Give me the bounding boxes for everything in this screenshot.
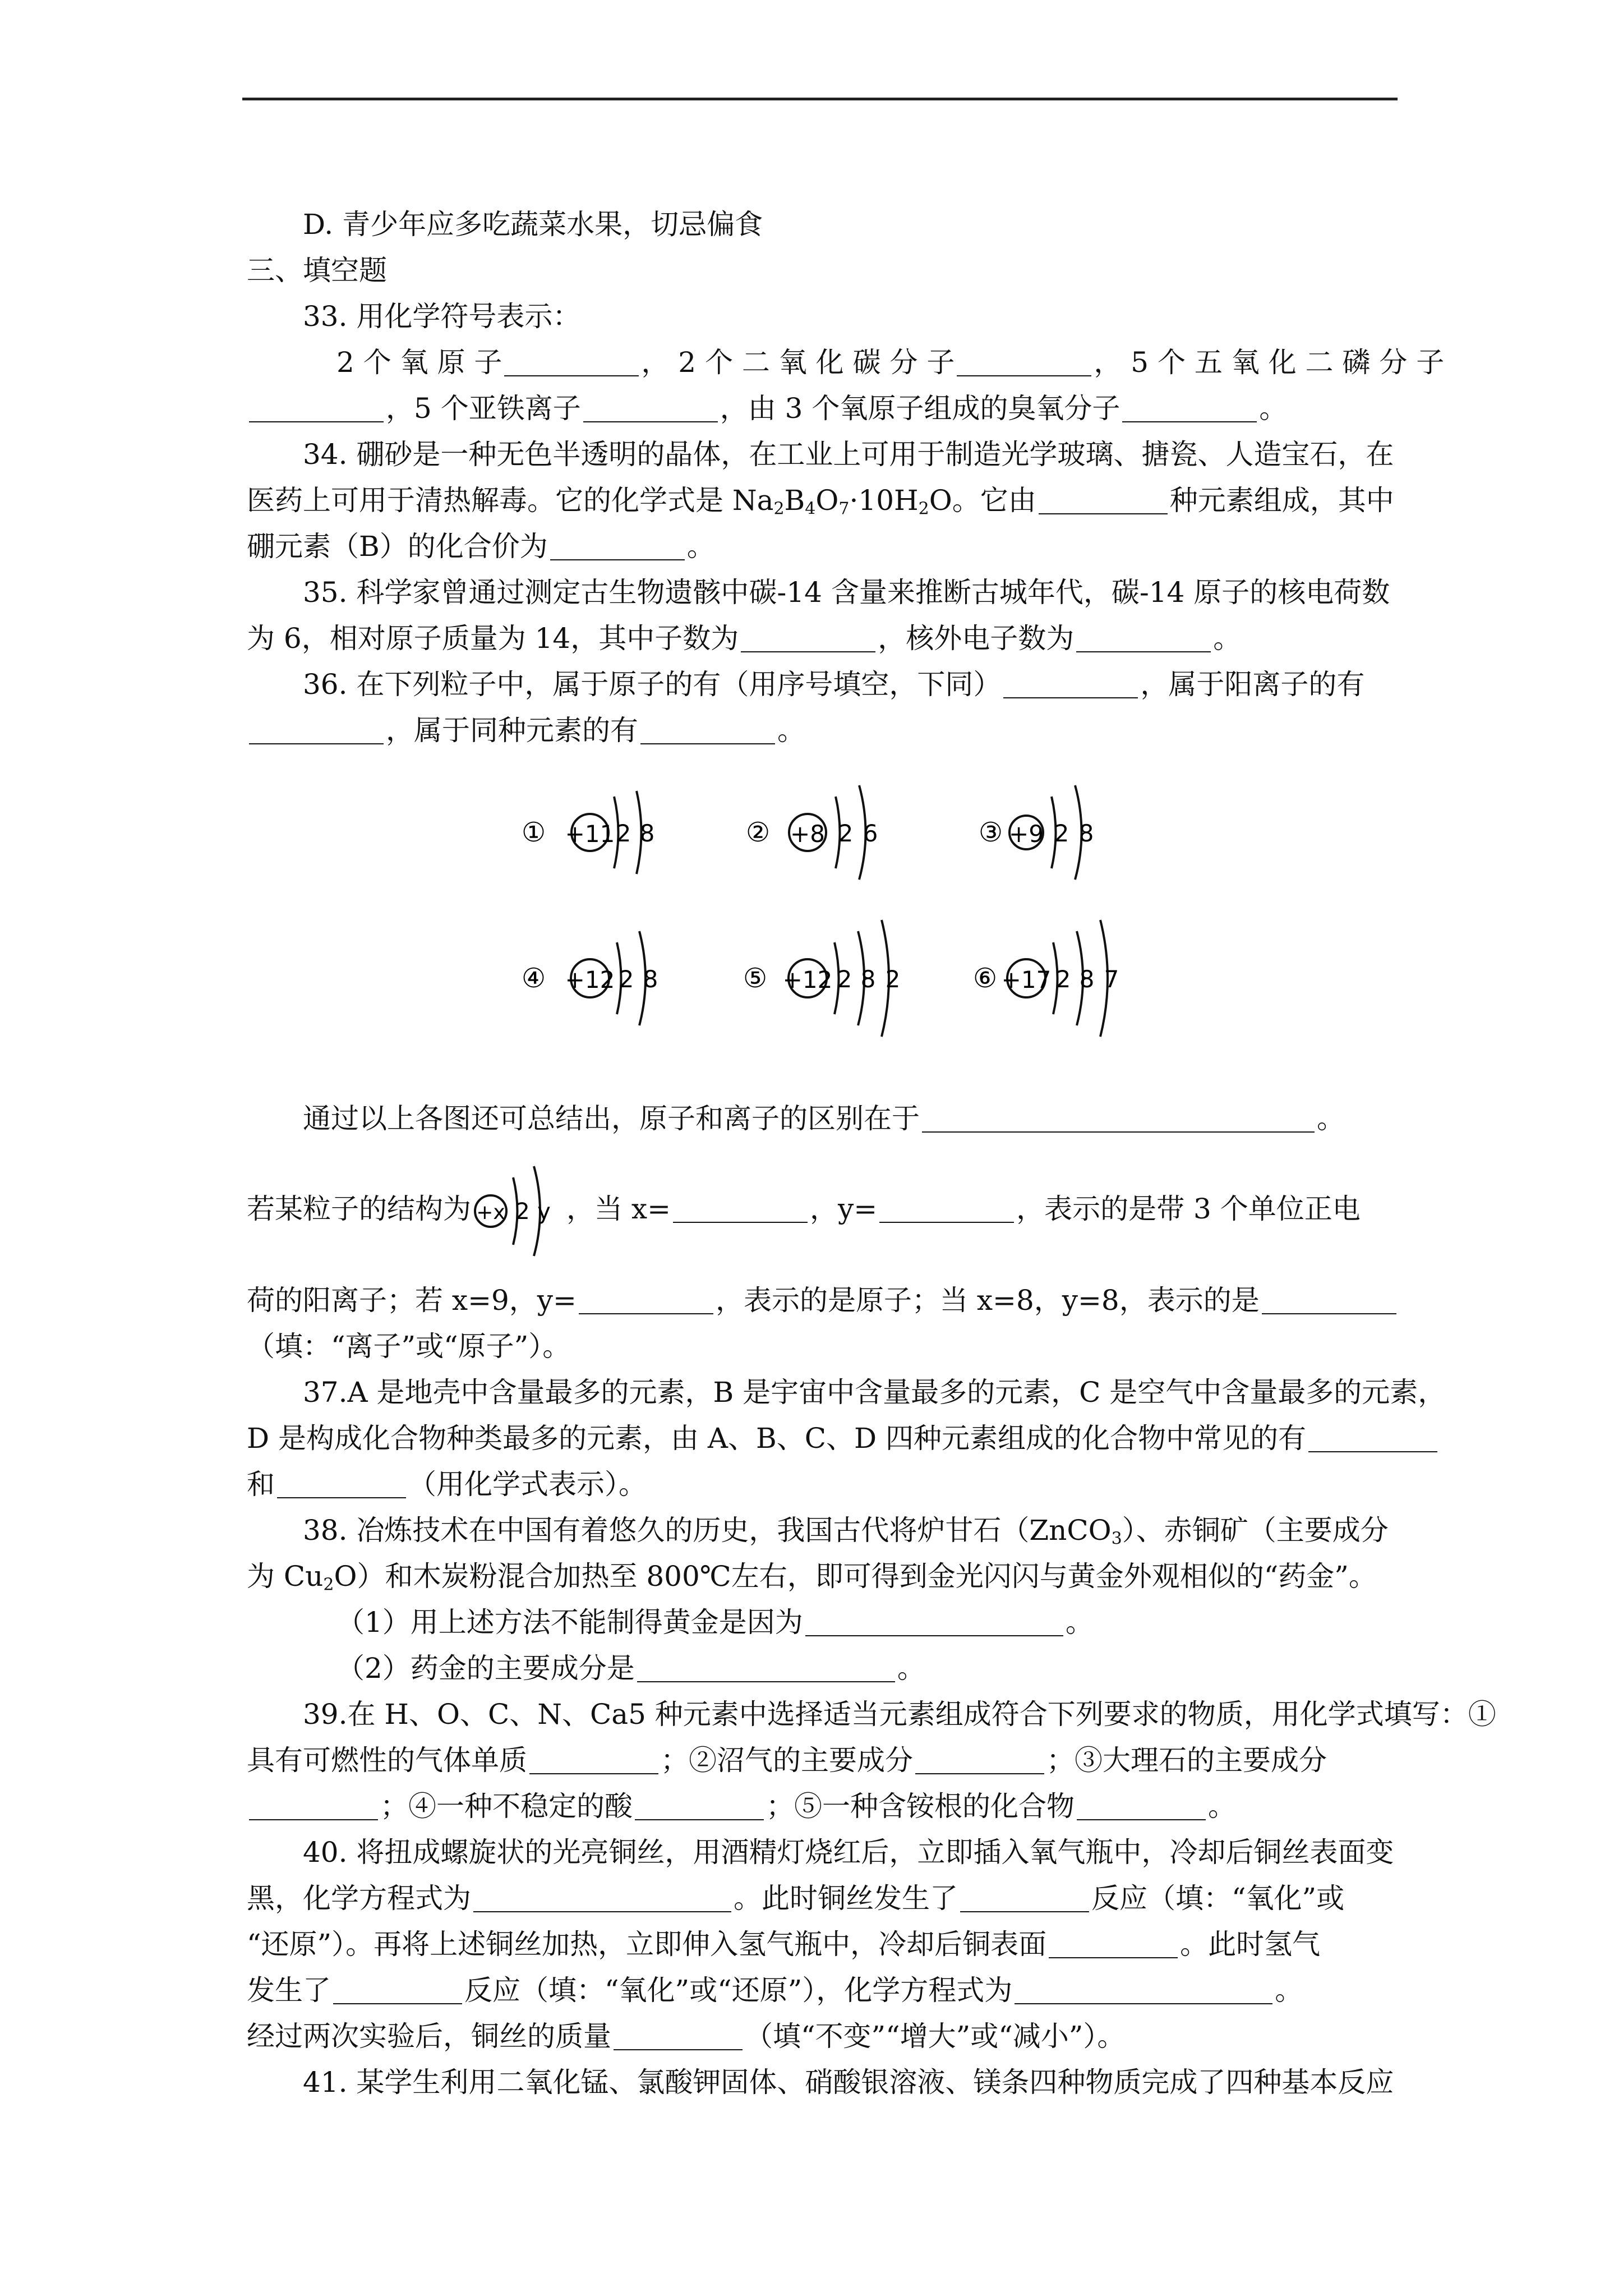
q38-part1: （1）用上述方法不能制得黄金是因为 。 (336, 1606, 1094, 1639)
shell-1: 2 (1054, 820, 1069, 847)
q33-blank-4[interactable] (583, 393, 718, 422)
section-title: 三、填空题 (247, 254, 387, 287)
shell-1: 2 (837, 965, 852, 993)
atom-number: ③ (979, 817, 1003, 848)
atom-3 (979, 785, 1094, 880)
q34-line1: 34. 硼砂是一种无色半透明的晶体，在工业上可用于制造光学玻璃、搪瓷、人造宝石，在 (303, 438, 1394, 471)
q39-blank-2[interactable] (915, 1745, 1044, 1774)
q38-blank-1[interactable] (805, 1607, 1063, 1636)
q39-line3: ；④一种不稳定的酸 ；⑤一种含铵根的化合物 。 (247, 1791, 1408, 1823)
q36-line-s2: 荷的阳离子；若 x=9，y= ，表示的是原子；当 x=8，y=8，表示的是 (247, 1285, 1408, 1317)
shell-1: 2 (1055, 965, 1071, 993)
q40-blank-2[interactable] (960, 1883, 1089, 1912)
q37-line2: D 是构成化合物种类最多的元素，由 A、B、C、D 四种元素组成的化合物中常见的有 (247, 1423, 1408, 1455)
q40-blank-6[interactable] (614, 2021, 743, 2050)
shell-3: 7 (1104, 965, 1119, 993)
q40-blank-3[interactable] (1049, 1929, 1178, 1958)
shell-1: 2 (616, 820, 631, 847)
q34-line3: 硼元素（B）的化合价为 。 (247, 530, 715, 563)
q40-line4: 发生了 反应（填：“氧化”或“还原”），化学方程式为 。 (247, 1974, 1303, 2007)
atom-number: ⑥ (973, 963, 998, 994)
nucleus-charge: +17 (1001, 966, 1052, 993)
q36-blank-type[interactable] (1262, 1285, 1396, 1314)
atom-number: ⑤ (743, 963, 768, 994)
q36-blank-y2[interactable] (579, 1285, 713, 1314)
atom-2 (746, 785, 878, 880)
q33-stem: 33. 用化学符号表示： (303, 300, 581, 333)
q36-blank-2[interactable] (249, 715, 384, 744)
shell-2: 6 (863, 820, 878, 847)
q39-blank-1[interactable] (529, 1745, 658, 1774)
q33-blank-3[interactable] (249, 393, 384, 422)
shell-2: 8 (1078, 820, 1094, 847)
atom-number: ① (522, 817, 546, 848)
shell-3: 2 (885, 965, 901, 993)
nucleus-charge: +x (476, 1201, 505, 1224)
atom-number: ④ (522, 963, 546, 994)
q35-line1: 35. 科学家曾通过测定古生物遗骸中碳-14 含量来推断古城年代，碳-14 原子的核电荷数 (303, 576, 1390, 609)
nucleus-charge: +9 (1009, 820, 1044, 848)
q36-blank-x[interactable] (673, 1194, 808, 1223)
shell-1: 2 (515, 1199, 530, 1225)
header-rule (242, 98, 1398, 100)
shell-2: 8 (643, 965, 658, 993)
q39-blank-5[interactable] (1077, 1791, 1206, 1820)
q33-line1: 2 个 氧 原 子 ， 2 个 二 氧 化 碳 分 子 ， 5 个 五 氧 化 二 磷 分 子 (336, 346, 1445, 379)
nucleus-charge: +11 (565, 820, 615, 848)
q40-blank-5[interactable] (1015, 1975, 1272, 2004)
q33-blank-1[interactable] (504, 347, 639, 376)
option-d: D. 青少年应多吃蔬菜水果，切忌偏食 (303, 208, 763, 241)
atom-6 (973, 920, 1119, 1037)
q35-blank-1[interactable] (741, 623, 875, 652)
q37-blank-1[interactable] (1308, 1423, 1437, 1452)
q39-line2: 具有可燃性的气体单质 ；②沼气的主要成分 ；③大理石的主要成分 (247, 1744, 1327, 1777)
nucleus-charge: +12 (782, 966, 833, 993)
q40-blank-1[interactable] (473, 1883, 731, 1912)
atom-number: ② (746, 817, 771, 848)
q40-line3: “还原”）。再将上述铜丝加热，立即伸入氢气瓶中，冷却后铜表面 。此时氢气 (247, 1928, 1321, 1961)
q37-line3: 和 （用化学式表示）。 (247, 1468, 647, 1501)
atom-4 (522, 931, 658, 1025)
q38-line2: 为 $Cu_2O$）和木炭粉混合加热至 800℃左右，即可得到金光闪闪与黄金外观相似的“药金”。 (247, 1560, 1377, 1595)
shell-2: 8 (639, 820, 655, 847)
atom-1 (522, 791, 654, 874)
q38-line1: 38. 冶炼技术在中国有着悠久的历史，我国古代将炉甘石（ZnCO$_3$）、赤铜矿（主要成分 (303, 1514, 1389, 1549)
nucleus-charge: +8 (790, 820, 825, 848)
nucleus-charge: +12 (565, 966, 615, 993)
q33-line2: ，5 个亚铁离子 ，由 3 个氧原子组成的臭氧分子 。 (247, 393, 1408, 425)
q40-line5: 经过两次实验后，铜丝的质量 （填“不变”“增大”或“减小”）。 (247, 2020, 1126, 2053)
q38-part2: （2）药金的主要成分是 。 (336, 1652, 925, 1685)
atom-5 (743, 920, 900, 1037)
q36-line-s3: （填：“离子”或“原子”）。 (247, 1330, 571, 1363)
inline-atom-diagram (471, 1155, 566, 1267)
q35-line2: 为 6，相对原子质量为 14，其中子数为 ，核外电子数为 。 (247, 622, 1242, 655)
q35-blank-2[interactable] (1076, 623, 1211, 652)
q39-blank-3[interactable] (249, 1791, 378, 1820)
q33-blank-5[interactable] (1122, 393, 1257, 422)
q36-blank-4[interactable] (922, 1103, 1315, 1133)
shell-2: 8 (860, 965, 876, 993)
q34-line2: 医药上可用于清热解毒。它的化学式是 $Na_2B_4O_7\cdot 10H_2O$。它由 种元素组成，其中 (247, 484, 1394, 519)
q36-blank-3[interactable] (640, 715, 775, 744)
q37-line1: 37.A 是地壳中含量最多的元素，B 是宇宙中含量最多的元素，C 是空气中含量最多的元素， (303, 1376, 1446, 1409)
q38-blank-2[interactable] (637, 1653, 895, 1682)
q40-blank-4[interactable] (333, 1975, 462, 2004)
shell-1: 2 (838, 820, 854, 847)
q36-blank-y[interactable] (879, 1194, 1014, 1223)
shell-2: 8 (1079, 965, 1095, 993)
q34-blank-1[interactable] (1039, 485, 1168, 514)
q40-line1: 40. 将扭成螺旋状的光亮铜丝，用酒精灯烧红后，立即插入氧气瓶中，冷却后铜丝表面变 (303, 1836, 1394, 1869)
q34-blank-2[interactable] (550, 531, 685, 560)
q36-line1: 36. 在下列粒子中，属于原子的有（用序号填空，下同） ，属于阳离子的有 (303, 668, 1365, 701)
q36-blank-1[interactable] (1003, 669, 1138, 698)
q40-line2: 黑，化学方程式为 。此时铜丝发生了 反应（填：“氧化”或 (247, 1882, 1345, 1915)
shell-1: 2 (619, 965, 634, 993)
q33-blank-2[interactable] (957, 347, 1091, 376)
q39-line1: 39.在 H、O、C、N、Ca5 种元素中选择适当元素组成符合下列要求的物质，用化学式填写：① (303, 1698, 1496, 1731)
atom-diagrams (505, 774, 1166, 1088)
shell-2: y (537, 1199, 551, 1225)
q37-blank-2[interactable] (277, 1469, 406, 1498)
q36-line2: ，属于同种元素的有 。 (247, 715, 1408, 747)
q36-summary: 通过以上各图还可总结出，原子和离子的区别在于 。 (303, 1102, 1345, 1135)
q39-blank-4[interactable] (635, 1791, 764, 1820)
q36-structure-line: 若某粒子的结构为 +x 2 y ，当 x= ，y= ，表示的是带 3 个单位正电 (247, 1150, 1408, 1268)
q41-line1: 41. 某学生利用二氧化锰、氯酸钾固体、硝酸银溶液、镁条四种物质完成了四种基本反应 (303, 2066, 1394, 2099)
